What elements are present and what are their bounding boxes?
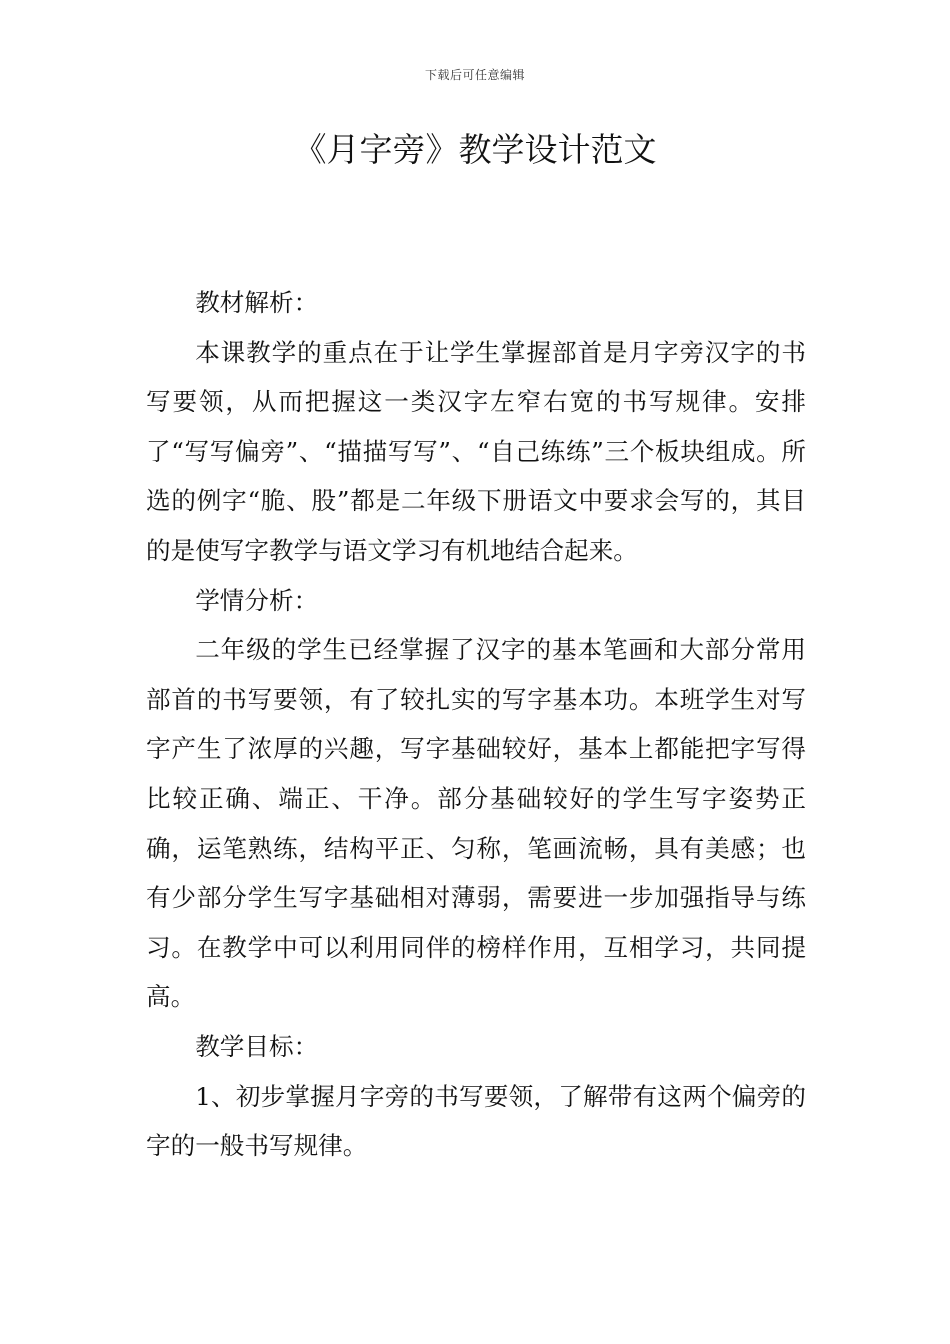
- materials-heading: 教材解析：: [195, 288, 319, 317]
- document-body: [146, 278, 806, 1171]
- students-heading: 学情分析：: [195, 585, 319, 615]
- page-title: 《月字旁》教学设计范文: [293, 130, 657, 169]
- goals-heading: 教学目标：: [195, 1031, 319, 1061]
- materials-paragraph: 本课教学的重点在于让学生掌握部首是月字旁汉字的书写要领，从而把握这一类汉字左窄右宽的书写规律。安排了“写写偏旁”、“描描写写”、“自己练练”三个板块组成。所选的例字“脆、股”都是二年级下册语文中要求会写的，其目的是使写字教学与语文学习有机地结合起来。: [146, 337, 806, 565]
- header-note: 下载后可任意编辑: [424, 68, 525, 82]
- students-paragraph: 二年级的学生已经掌握了汉字的基本笔画和大部分常用部首的书写要领，有了较扎实的写字基本功。本班学生对写字产生了浓厚的兴趣，写字基础较好，基本上都能把字写得比较正确、端正、干净。部分基础较好的学生写字姿势正确，运笔熟练，结构平正、匀称，笔画流畅，具有美感；也有少部分学生写字基础相对薄弱，需要进一步加强指导与练习。在教学中可以利用同伴的榜样作用，互相学习，共同提高。: [146, 635, 806, 1012]
- goal-item-1: 1、初步掌握月字旁的书写要领，了解带有这两个偏旁的字的一般书写规律。: [146, 1081, 806, 1161]
